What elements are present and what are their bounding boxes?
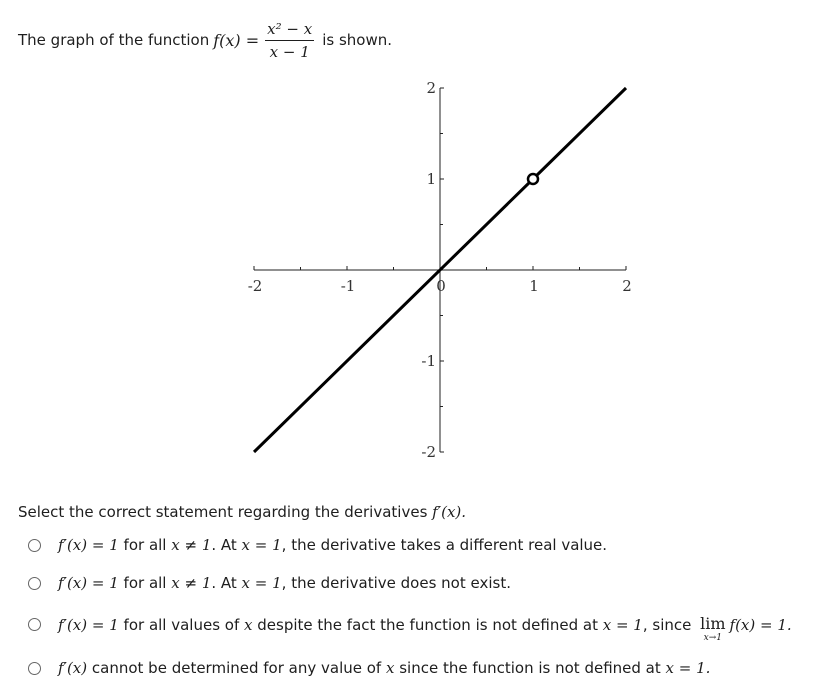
- function-lhs: f(x) =: [213, 30, 260, 50]
- option-3-at-math: x = 1: [602, 615, 643, 634]
- option-4-text1: cannot be determined for any value of: [87, 659, 386, 677]
- y-tick-label: 2: [426, 79, 436, 97]
- x-tick-label: 1: [529, 277, 539, 295]
- x-tick-label: -1: [340, 277, 356, 295]
- option-1-text3: , the derivative takes a different real value.: [281, 536, 608, 554]
- option-3-text2: despite the fact the function is not defined at: [252, 615, 603, 634]
- option-3-text3: , since: [642, 615, 697, 634]
- option-3[interactable]: [28, 611, 792, 643]
- option-1-text1: for all: [118, 536, 172, 554]
- option-4[interactable]: [28, 659, 710, 677]
- option-3-var-math: x: [244, 615, 253, 634]
- intro-suffix: is shown.: [322, 31, 392, 49]
- option-4-lead-math: f′(x): [58, 659, 88, 677]
- option-1-lead-math: f′(x) = 1: [58, 536, 119, 554]
- marks: [528, 174, 538, 184]
- option-2-text1: for all: [118, 574, 172, 592]
- function-graph: [230, 70, 650, 470]
- y-tick-label: 1: [426, 170, 436, 188]
- option-2-at-math: x = 1: [241, 574, 282, 592]
- option-4-radio[interactable]: [28, 662, 41, 675]
- intro-prefix: The graph of the function: [18, 31, 210, 49]
- option-4-text2: since the function is not defined at: [394, 659, 666, 677]
- fraction-denominator: x − 1: [269, 42, 310, 61]
- option-1[interactable]: [28, 536, 607, 554]
- y-tick-label: -2: [421, 443, 436, 461]
- fraction-numerator: x² − x: [265, 20, 314, 41]
- option-2-lead-math: f′(x) = 1: [58, 574, 119, 592]
- option-1-cond-math: x ≠ 1: [171, 536, 212, 554]
- option-2-radio[interactable]: [28, 577, 41, 590]
- y-tick-label: -1: [421, 352, 436, 370]
- option-2-text3: , the derivative does not exist.: [281, 574, 511, 592]
- x-tick-label: 2: [622, 277, 632, 295]
- option-3-text1: for all values of: [118, 615, 245, 634]
- x-tick-label: -2: [247, 277, 263, 295]
- option-3-lim-sub: x→1: [703, 633, 722, 643]
- option-3-radio[interactable]: [28, 618, 41, 631]
- option-3-lead-math: f′(x) = 1: [58, 615, 119, 634]
- option-2[interactable]: [28, 574, 511, 592]
- function-fraction: [265, 20, 314, 61]
- option-3-lim-word: lim: [700, 614, 726, 633]
- option-3-lim-rest: f(x) = 1.: [729, 615, 792, 634]
- option-1-at-math: x = 1: [241, 536, 282, 554]
- option-4-at-math: x = 1.: [665, 659, 711, 677]
- question-math: f′(x).: [432, 503, 467, 521]
- option-2-cond-math: x ≠ 1: [171, 574, 212, 592]
- option-1-text2: . At: [211, 536, 242, 554]
- question-prompt: [18, 503, 466, 521]
- option-2-text2: . At: [211, 574, 242, 592]
- problem-statement: [18, 14, 392, 66]
- question-text: Select the correct statement regarding the derivatives: [18, 503, 433, 521]
- x-tick-label: 0: [436, 277, 446, 295]
- option-3-limit: [700, 616, 725, 643]
- option-1-radio[interactable]: [28, 539, 41, 552]
- option-4-var-math: x: [385, 659, 395, 677]
- hole-point: [528, 174, 538, 184]
